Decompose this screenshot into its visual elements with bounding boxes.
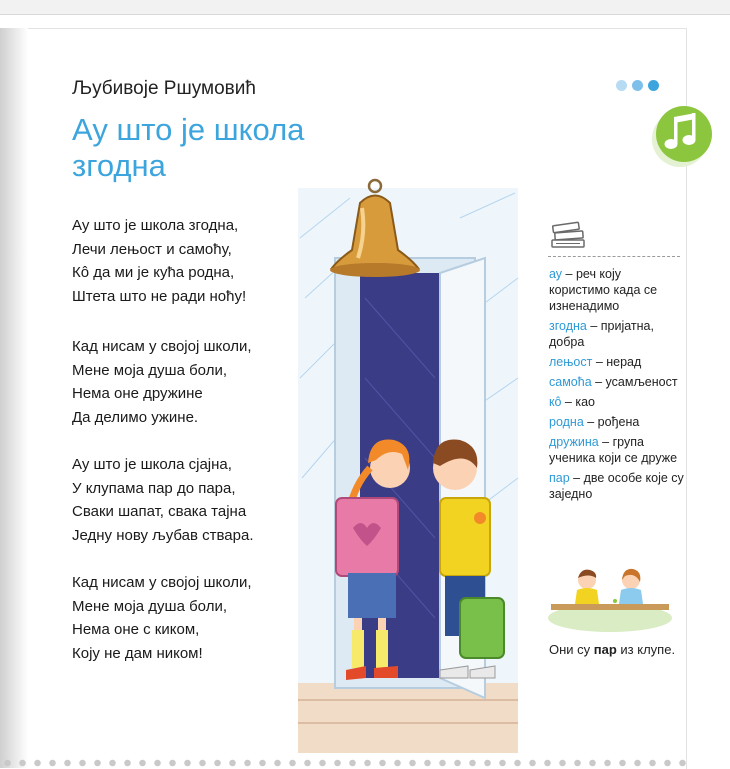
illustration-caption — [549, 641, 679, 658]
glossary-term: згодна — [549, 319, 587, 333]
verse-line: Коју не дам ником! — [72, 644, 203, 662]
glossary-divider — [548, 256, 680, 257]
glossary-term: дружина — [549, 435, 599, 449]
glossary-term: лењост — [549, 355, 593, 369]
glossary-entry — [549, 354, 684, 370]
kids-at-desk-illustration — [545, 560, 675, 634]
dot-1 — [616, 80, 627, 91]
verse-line: Кô да ми је кућа родна, — [72, 264, 235, 281]
glossary-entry — [549, 470, 684, 502]
page-spine-shadow — [0, 28, 28, 768]
poem-title: Ау што је школа згодна — [72, 112, 305, 183]
glossary-term: кô — [549, 395, 562, 409]
stanza-1 — [72, 214, 246, 308]
verse-line: Мене моја душа боли, — [72, 361, 227, 379]
stanza-3 — [72, 453, 254, 547]
stanza-4 — [72, 571, 252, 665]
glossary-term: пар — [549, 471, 570, 485]
glossary-definition: – рођена — [583, 415, 640, 429]
books-icon — [548, 220, 588, 250]
glossary-definition: – две особе које су заједно — [549, 471, 684, 501]
caption-text: из клупе. — [616, 642, 676, 657]
glossary-entry — [549, 266, 684, 314]
glossary-entry — [549, 434, 684, 466]
glossary-definition: – група ученика који се друже — [549, 435, 678, 465]
music-note-icon[interactable] — [650, 103, 714, 167]
glossary-entry — [549, 318, 684, 350]
verse-line: Лечи лењост и самоћу, — [72, 240, 232, 258]
dot-3 — [648, 80, 659, 91]
dot-2 — [632, 80, 643, 91]
caption-bold-word: пар — [593, 642, 617, 657]
glossary-entry — [549, 394, 684, 410]
glossary-definition: – пријатна, добра — [549, 319, 654, 349]
verse-line: У клупама пар до пара, — [72, 479, 236, 497]
verse-line: Мене моја душа боли, — [72, 597, 227, 615]
verse-line: Нема оне с киком, — [72, 621, 200, 638]
page-bottom-perforation — [0, 758, 686, 768]
section-dots — [616, 80, 659, 91]
top-toolbar-strip — [0, 0, 730, 15]
verse-line: Штета што не ради ноћу! — [72, 287, 247, 305]
glossary-definition: – реч коју користимо када се изненадимо — [549, 267, 658, 313]
verse-line: Кад нисам у својој школи, — [72, 574, 252, 591]
verse-line: Ау што је школа сјајна, — [72, 456, 232, 473]
school-door-illustration — [290, 178, 525, 760]
glossary-term: самоћа — [549, 375, 592, 389]
verse-line: Ау што је школа згодна, — [72, 217, 239, 234]
verse-line: Нема оне дружине — [72, 385, 203, 402]
glossary-term: ау — [549, 267, 563, 281]
glossary-definition: – као — [561, 395, 595, 409]
verse-line: Да делимо ужине. — [72, 408, 199, 426]
poem-author: Љубивоје Ршумовић — [72, 78, 256, 99]
verse-line: Једну нову љубав ствара. — [72, 526, 254, 544]
glossary-term: родна — [549, 415, 584, 429]
verse-line: Кад нисам у својој школи, — [72, 338, 252, 355]
glossary-definition: – нерад — [592, 355, 642, 369]
caption-text: Они су — [549, 642, 594, 657]
glossary-entry — [549, 414, 684, 430]
glossary-entry — [549, 374, 684, 390]
verse-line: Сваки шапат, свака тајна — [72, 503, 247, 520]
stanza-2 — [72, 335, 252, 429]
glossary-definition: – усамљеност — [591, 375, 678, 389]
glossary-list — [549, 266, 684, 506]
